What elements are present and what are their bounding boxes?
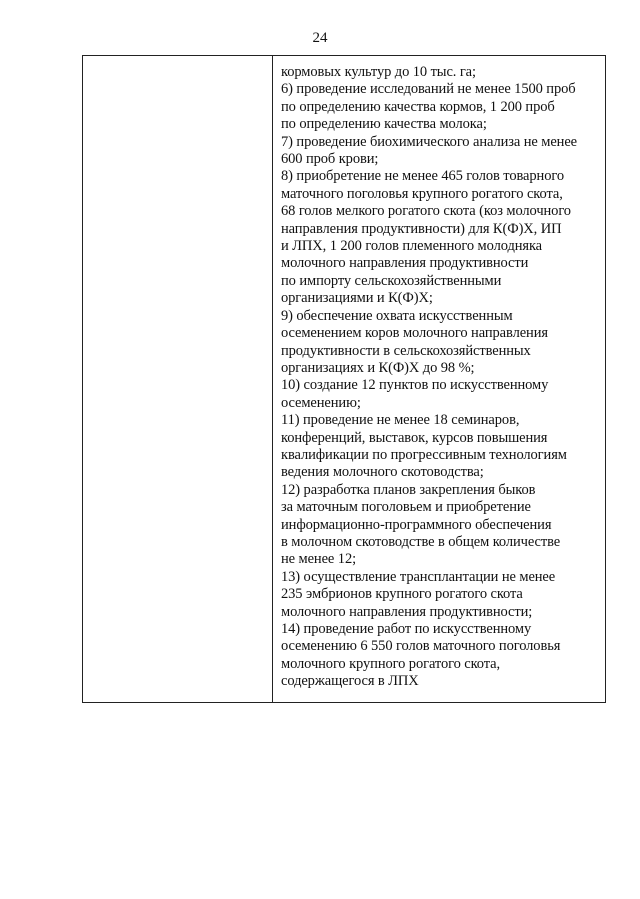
text-line: осеменению; — [281, 394, 361, 411]
text-line: не менее 12; — [281, 551, 357, 568]
page-number: 24 — [312, 30, 328, 46]
text-line: информационно-программного обеспечения — [281, 516, 552, 533]
text-line: по определению качества кормов, 1 200 проб — [281, 98, 555, 115]
text-line: молочного направления продуктивности — [281, 255, 529, 272]
text-line: кормовых культур до 10 тыс. га; — [281, 64, 476, 80]
text-line: по импорту сельскохозяйственными — [281, 272, 502, 289]
text-line: по определению качества молока; — [281, 116, 487, 133]
text-line: маточного поголовья крупного рогатого скота, — [281, 185, 563, 202]
text-line: 9) обеспечение охвата искусственным — [281, 307, 513, 324]
text-line: продуктивности в сельскохозяйственных — [281, 342, 531, 359]
text-line: 10) создание 12 пунктов по искусственному — [281, 377, 549, 394]
table-right-cell — [281, 64, 599, 691]
text-line: молочного направления продуктивности; — [281, 603, 533, 620]
text-line: осеменением коров молочного направления — [281, 325, 548, 342]
text-line: 8) приобретение не менее 465 голов товарного — [281, 168, 564, 185]
table-left-cell — [83, 56, 272, 702]
text-line: в молочном скотоводстве в общем количестве — [281, 533, 561, 550]
text-line: 68 голов мелкого рогатого скота (коз молочного — [281, 203, 571, 220]
text-line: организациях и К(Ф)Х до 98 %; — [281, 359, 475, 376]
text-line: молочного крупного рогатого скота, — [281, 655, 501, 672]
text-line: конференций, выставок, курсов повышения — [281, 429, 548, 446]
text-line: квалификации по прогрессивным технологиям — [281, 446, 567, 463]
text-line: и ЛПХ, 1 200 голов племенного молодняка — [281, 238, 543, 255]
document-table — [82, 55, 606, 703]
text-line: осеменению 6 550 голов маточного поголовья — [281, 638, 561, 655]
text-line: 6) проведение исследований не менее 1500 проб — [281, 81, 576, 98]
column-divider — [272, 56, 273, 702]
text-line: 14) проведение работ по искусственному — [281, 621, 532, 637]
text-line: содержащегося в ЛПХ — [281, 673, 419, 690]
text-line: 235 эмбрионов крупного рогатого скота — [281, 586, 523, 603]
text-line: 600 проб крови; — [281, 151, 379, 168]
text-line: организациями и К(Ф)Х; — [281, 290, 433, 307]
text-line: за маточным поголовьем и приобретение — [281, 499, 531, 516]
text-line: ведения молочного скотоводства; — [281, 464, 484, 481]
text-line: 13) осуществление трансплантации не менее — [281, 568, 556, 585]
text-line: направления продуктивности) для К(Ф)Х, ИП — [281, 220, 562, 237]
text-line: 11) проведение не менее 18 семинаров, — [281, 412, 520, 429]
text-line: 7) проведение биохимического анализа не менее — [281, 133, 577, 150]
text-line: 12) разработка планов закрепления быков — [281, 481, 536, 498]
